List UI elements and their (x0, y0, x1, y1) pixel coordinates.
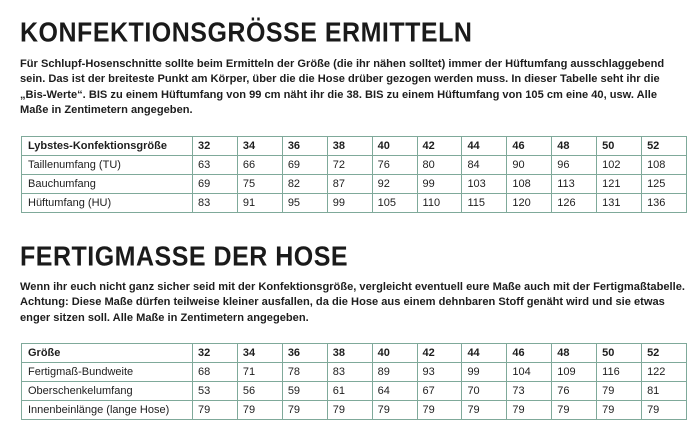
header-size-cell: 48 (552, 137, 597, 156)
header-label-cell: Lybstes-Konfektionsgröße (22, 137, 193, 156)
value-cell: 80 (417, 156, 462, 175)
value-cell: 103 (462, 175, 507, 194)
row-label-cell: Innenbeinlänge (lange Hose) (22, 401, 193, 420)
value-cell: 99 (417, 175, 462, 194)
value-cell: 79 (282, 401, 327, 420)
value-cell: 83 (193, 194, 238, 213)
value-cell: 95 (282, 194, 327, 213)
value-cell: 72 (327, 156, 372, 175)
value-cell: 68 (193, 363, 238, 382)
header-size-cell: 50 (597, 137, 642, 156)
value-cell: 78 (282, 363, 327, 382)
header-size-cell: 32 (193, 344, 238, 363)
header-size-cell: 42 (417, 344, 462, 363)
finished-measures-paragraph: Wenn ihr euch nicht ganz sicher seid mit der Konfektionsgröße, vergleicht eventuell eure Maße auch mit der Fertigmaßtabelle. Achtung: Diese Maße dürfen teilweise kleiner ausfallen, da die Hose aus einem dehnbaren Stoff genäht wird und sie etwas enger sitzen soll. Alle Maße in Zentimetern angegeben. (20, 281, 685, 324)
value-cell: 91 (237, 194, 282, 213)
row-label-cell: Taillenumfang (TU) (22, 156, 193, 175)
value-cell: 56 (237, 382, 282, 401)
value-cell: 87 (327, 175, 372, 194)
table-header-row (22, 137, 687, 156)
value-cell: 115 (462, 194, 507, 213)
value-cell: 79 (327, 401, 372, 420)
value-cell: 90 (507, 156, 552, 175)
value-cell: 69 (193, 175, 238, 194)
table-row (22, 382, 687, 401)
value-cell: 116 (597, 363, 642, 382)
value-cell: 79 (642, 401, 687, 420)
value-cell: 120 (507, 194, 552, 213)
value-cell: 82 (282, 175, 327, 194)
value-cell: 71 (237, 363, 282, 382)
value-cell: 61 (327, 382, 372, 401)
value-cell: 83 (327, 363, 372, 382)
header-size-cell: 40 (372, 137, 417, 156)
header-size-cell: 44 (462, 344, 507, 363)
header-label-cell: Größe (22, 344, 193, 363)
value-cell: 81 (642, 382, 687, 401)
value-cell: 76 (372, 156, 417, 175)
value-cell: 93 (417, 363, 462, 382)
header-size-cell: 46 (507, 137, 552, 156)
table-row (22, 175, 687, 194)
header-size-cell: 32 (193, 137, 238, 156)
value-cell: 75 (237, 175, 282, 194)
header-size-cell: 38 (327, 344, 372, 363)
value-cell: 79 (462, 401, 507, 420)
header-size-cell: 42 (417, 137, 462, 156)
value-cell: 131 (597, 194, 642, 213)
value-cell: 59 (282, 382, 327, 401)
value-cell: 99 (327, 194, 372, 213)
row-label-cell: Fertigmaß-Bundweite (22, 363, 193, 382)
value-cell: 126 (552, 194, 597, 213)
header-size-cell: 48 (552, 344, 597, 363)
value-cell: 102 (597, 156, 642, 175)
value-cell: 79 (372, 401, 417, 420)
value-cell: 104 (507, 363, 552, 382)
value-cell: 125 (642, 175, 687, 194)
finished-measures-table (21, 343, 687, 420)
value-cell: 64 (372, 382, 417, 401)
header-size-cell: 46 (507, 344, 552, 363)
value-cell: 79 (237, 401, 282, 420)
value-cell: 113 (552, 175, 597, 194)
header-size-cell: 40 (372, 344, 417, 363)
value-cell: 63 (193, 156, 238, 175)
value-cell: 109 (552, 363, 597, 382)
header-size-cell: 38 (327, 137, 372, 156)
value-cell: 79 (597, 382, 642, 401)
value-cell: 108 (642, 156, 687, 175)
value-cell: 79 (417, 401, 462, 420)
value-cell: 89 (372, 363, 417, 382)
header-size-cell: 34 (237, 137, 282, 156)
value-cell: 84 (462, 156, 507, 175)
header-size-cell: 52 (642, 137, 687, 156)
table-header-row (22, 344, 687, 363)
value-cell: 67 (417, 382, 462, 401)
row-label-cell: Bauchumfang (22, 175, 193, 194)
header-size-cell: 50 (597, 344, 642, 363)
header-size-cell: 36 (282, 137, 327, 156)
value-cell: 53 (193, 382, 238, 401)
header-size-cell: 44 (462, 137, 507, 156)
value-cell: 122 (642, 363, 687, 382)
row-label-cell: Hüftumfang (HU) (22, 194, 193, 213)
table-row (22, 363, 687, 382)
value-cell: 79 (597, 401, 642, 420)
value-cell: 79 (193, 401, 238, 420)
table-row (22, 156, 687, 175)
value-cell: 96 (552, 156, 597, 175)
value-cell: 136 (642, 194, 687, 213)
value-cell: 79 (552, 401, 597, 420)
value-cell: 73 (507, 382, 552, 401)
value-cell: 110 (417, 194, 462, 213)
value-cell: 108 (507, 175, 552, 194)
value-cell: 99 (462, 363, 507, 382)
header-size-cell: 36 (282, 344, 327, 363)
value-cell: 76 (552, 382, 597, 401)
value-cell: 70 (462, 382, 507, 401)
value-cell: 66 (237, 156, 282, 175)
value-cell: 69 (282, 156, 327, 175)
value-cell: 79 (507, 401, 552, 420)
size-table (21, 136, 687, 213)
row-label-cell: Oberschenkelumfang (22, 382, 193, 401)
value-cell: 92 (372, 175, 417, 194)
sizing-title: KONFEKTIONSGRÖSSE ERMITTELN (20, 17, 473, 49)
finished-measures-title: FERTIGMASSE DER HOSE (20, 241, 349, 273)
value-cell: 121 (597, 175, 642, 194)
header-size-cell: 52 (642, 344, 687, 363)
table-row (22, 194, 687, 213)
sizing-paragraph: Für Schlupf-Hosenschnitte sollte beim Ermitteln der Größe (die ihr nähen solltet) immer der Hüftumfang ausschlaggebend sein. Das ist der breiteste Punkt am Körper, über die die Hose drüber gezogen werden muss. In dieser Tabelle seht ihr die „Bis-Werte“. BIS zu einem Hüftumfang von 99 cm näht ihr die 38. BIS zu einem Hüftumfang von 105 cm eine 40, usw. Alle Maße in Zentimetern angegeben. (20, 58, 665, 117)
value-cell: 105 (372, 194, 417, 213)
table-row (22, 401, 687, 420)
header-size-cell: 34 (237, 344, 282, 363)
